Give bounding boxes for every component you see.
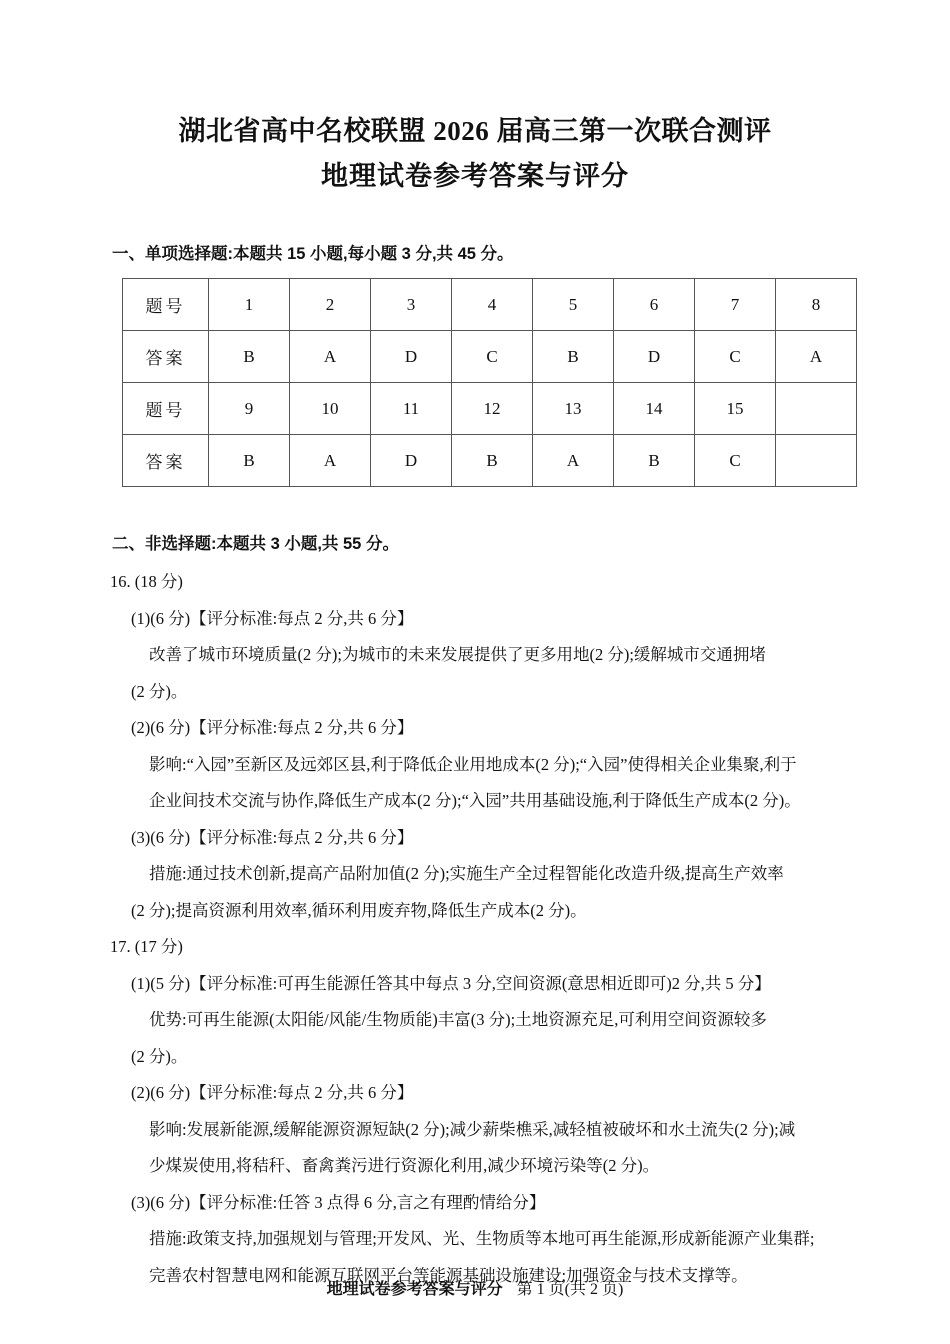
table-cell: C (695, 331, 776, 383)
question-17-part-3-line-2: 完善农村智慧电网和能源互联网平台等能源基础设施建设;加强资金与技术支撑等。 (149, 1266, 748, 1285)
table-cell: 5 (533, 279, 614, 331)
question-17-part-3-label: (3)(6 分)【评分标准:任答 3 点得 6 分,言之有理酌情给分】 (131, 1192, 546, 1212)
table-cell: 6 (614, 279, 695, 331)
table-cell: 15 (695, 383, 776, 435)
table-cell: A (776, 331, 857, 383)
question-17-part-1-line-1: 优势:可再生能源(太阳能/风能/生物质能)丰富(3 分);土地资源充足,可利用空间资源较多 (149, 1010, 767, 1030)
question-16-part-1-label: (1)(6 分)【评分标准:每点 2 分,共 6 分】 (131, 608, 414, 628)
page-subtitle: 地理试卷参考答案与评分 (321, 161, 629, 191)
table-cell: B (209, 435, 290, 487)
table-cell: D (371, 331, 452, 383)
page-footer (0, 1276, 950, 1299)
row-label-question-no: 题号 (123, 383, 209, 435)
footer-page-number: 第 1 页(共 2 页) (516, 1281, 624, 1298)
question-16-header: 16. (18 分) (110, 572, 183, 591)
question-17-part-1-line-2: (2 分)。 (131, 1046, 188, 1066)
table-cell: 4 (452, 279, 533, 331)
table-cell: 14 (614, 383, 695, 435)
table-cell: 10 (290, 383, 371, 435)
question-16-part-2-label: (2)(6 分)【评分标准:每点 2 分,共 6 分】 (131, 718, 414, 738)
question-17-part-2-label: (2)(6 分)【评分标准:每点 2 分,共 6 分】 (131, 1083, 414, 1103)
table-row (123, 279, 857, 331)
table-cell: A (533, 435, 614, 487)
question-16-part-3-label: (3)(6 分)【评分标准:每点 2 分,共 6 分】 (131, 827, 414, 847)
table-cell: B (533, 331, 614, 383)
table-cell: 13 (533, 383, 614, 435)
table-cell: A (290, 435, 371, 487)
row-label-answer: 答案 (123, 435, 209, 487)
question-16-part-3-line-1: 措施:通过技术创新,提高产品附加值(2 分);实施生产全过程智能化改造升级,提高生产效率 (149, 864, 784, 884)
page-title: 湖北省高中名校联盟 2026 届高三第一次联合测评 (178, 116, 772, 146)
table-cell-empty (776, 435, 857, 487)
table-cell: 7 (695, 279, 776, 331)
section-two-heading: 二、非选择题:本题共 3 小题,共 55 分。 (112, 535, 399, 553)
table-cell: 8 (776, 279, 857, 331)
table-cell: 11 (371, 383, 452, 435)
table-cell: B (452, 435, 533, 487)
table-row (123, 331, 857, 383)
row-label-question-no: 题号 (123, 279, 209, 331)
question-17-part-2-line-1: 影响:发展新能源,缓解能源资源短缺(2 分);减少薪柴樵采,减轻植被破坏和水土流失(2 分);减 (149, 1119, 796, 1139)
table-cell: 9 (209, 383, 290, 435)
question-16-part-1-line-2: (2 分)。 (131, 681, 188, 701)
question-17-part-2-line-2: 少煤炭使用,将秸秆、畜禽粪污进行资源化利用,减少环境污染等(2 分)。 (149, 1156, 660, 1176)
table-cell: B (614, 435, 695, 487)
question-16-part-2-line-1: 影响:“入园”至新区及远郊区县,利于降低企业用地成本(2 分);“入园”使得相关企业集聚,利于 (149, 754, 797, 774)
document-title-block (0, 112, 950, 196)
question-17-header: 17. (17 分) (110, 937, 183, 957)
table-cell: 12 (452, 383, 533, 435)
table-cell: 1 (209, 279, 290, 331)
table-cell: D (614, 331, 695, 383)
table-cell: C (695, 435, 776, 487)
question-16-part-3-line-2: (2 分);提高资源利用效率,循环利用废弃物,降低生产成本(2 分)。 (131, 900, 587, 920)
table-row (123, 383, 857, 435)
footer-title: 地理试卷参考答案与评分 (326, 1281, 503, 1298)
table-cell: 2 (290, 279, 371, 331)
multiple-choice-answer-table (122, 278, 857, 487)
table-row (123, 435, 857, 487)
table-cell: 3 (371, 279, 452, 331)
row-label-answer: 答案 (123, 331, 209, 383)
section-one-heading: 一、单项选择题:本题共 15 小题,每小题 3 分,共 45 分。 (112, 245, 514, 263)
table-cell: B (209, 331, 290, 383)
question-17-part-3-line-1: 措施:政策支持,加强规划与管理;开发风、光、生物质等本地可再生能源,形成新能源产业集群; (149, 1229, 815, 1249)
table-cell: D (371, 435, 452, 487)
table-cell: A (290, 331, 371, 383)
question-16-part-2-line-2: 企业间技术交流与协作,降低生产成本(2 分);“入园”共用基础设施,利于降低生产成本(2 分)。 (149, 791, 801, 811)
table-cell: C (452, 331, 533, 383)
question-17-part-1-label: (1)(5 分)【评分标准:可再生能源任答其中每点 3 分,空间资源(意思相近即可)2 分,共 5 分】 (131, 973, 771, 993)
table-cell-empty (776, 383, 857, 435)
question-16-part-1-line-1: 改善了城市环境质量(2 分);为城市的未来发展提供了更多用地(2 分);缓解城市交通拥堵 (149, 645, 766, 665)
